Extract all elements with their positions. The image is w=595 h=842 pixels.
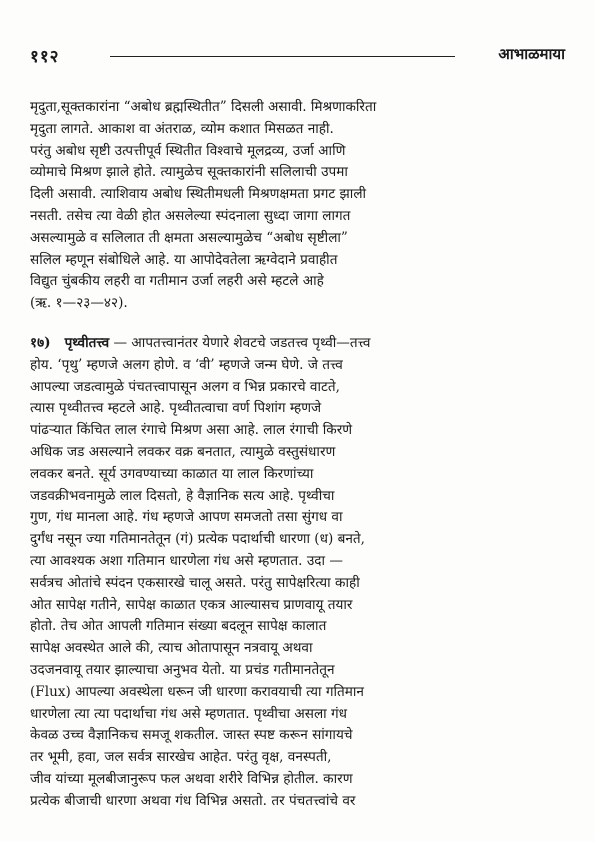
text-line: जीव यांच्या मूलबीजानुरूप फल अथवा शरीरे विभिन्न होतील. कारण xyxy=(30,770,353,787)
text-line: होय. ‘पृथु’ म्हणजे अलग होणे. व ‘वी’ म्हणजे जन्म घेणे. जे तत्त्व xyxy=(30,356,343,373)
text-line: सापेक्ष अवस्थेत आले की, त्याच ओतापासून नत्रवायू अथवा xyxy=(30,640,313,657)
text-line: दुर्गंध नसून ज्या गतिमानतेतून (गं) प्रत्येक पदार्थाची धारणा (ध) बनते, xyxy=(30,531,365,548)
text-line: ओत सापेक्ष गतीने, सापेक्ष काळात एकत्र आल्यासच प्राणवायू तयार xyxy=(30,596,353,613)
text-line: केवळ उच्च वैज्ञानिकच समजू शकतील. जास्त स्पष्ट करून सांगायचे xyxy=(30,727,353,744)
paragraph-prithvitattva xyxy=(30,333,565,813)
section-number: १७) xyxy=(30,334,51,351)
text-line: तर भूमी, हवा, जल सर्वत्र सारखेच आहेत. परंतु वृक्ष, वनस्पती, xyxy=(30,749,332,766)
text-line: (Flux) आपल्या अवस्थेला धरून जी धारणा करावयाची त्या गतिमान xyxy=(30,683,364,700)
text-line: अधिक जड असल्याने लवकर वक्र बनतात, त्यामुळे वस्तुसंधारण xyxy=(30,443,336,460)
text-line: मृदुता,सूक्तकारांना “अबोध ब्रह्मस्थितीत” दिसली असावी. मिश्रणाकरिता xyxy=(30,99,377,115)
text-line: मृदुता लागते. आकाश वा अंतराळ, व्योम कशात मिसळत नाही. xyxy=(30,120,334,137)
text-line: प्रत्येक बीजाची धारणा अथवा गंध विभिन्न असतो. तर पंचतत्त्वांचे वर xyxy=(30,792,356,809)
text-line: सर्वत्रच ओतांचे स्पंदन एकसारखे चालू असते. परंतु सापेक्षरित्या काही xyxy=(30,574,360,591)
text-line: होतो. तेच ओत आपली गतिमान संख्या बदलून सापेक्ष कालात xyxy=(30,618,327,635)
text-line: विद्युत चुंबकीय लहरी वा गतीमान उर्जा लहरी असे म्हटले आहे xyxy=(30,273,324,290)
section-first-line xyxy=(30,333,565,355)
body-text xyxy=(30,97,565,813)
text-line: (ऋ. १—२३—४२). xyxy=(30,295,128,312)
section-heading: पृथ्वीतत्त्व xyxy=(64,334,110,351)
text-line: लवकर बनते. सूर्य उगवण्याच्या काळात या लाल किरणांच्या xyxy=(30,465,314,482)
header-divider xyxy=(110,56,455,57)
text-line: त्या आवश्यक अशा गतिमान धारणेला गंध असे म्हणतात. उदा — xyxy=(30,552,343,569)
text-line: दिली असावी. त्याशिवाय अबोध स्थितीमधली मिश्रणक्षमता प्रगट झाली xyxy=(30,186,367,203)
running-title: आभाळमाया xyxy=(498,45,565,63)
text-line: व्योमाचे मिश्रण झाले होते. त्यामुळेच सूक्तकारांनी सलिलाची उपमा xyxy=(30,164,348,181)
paragraph-apotattva xyxy=(30,97,565,315)
text-line: त्यास पृथ्वीतत्त्व म्हटले आहे. पृथ्वीतत्वाचा वर्ण पिशांग म्हणजे xyxy=(30,400,322,417)
page-header xyxy=(30,44,565,66)
page-number: ११२ xyxy=(30,47,60,67)
text-line: नसती. तसेच त्या वेळी होत असलेल्या स्पंदनाला सुध्दा जागा लागत xyxy=(30,207,351,224)
text-line: गुण, गंध मानला आहे. गंध म्हणजे आपण समजतो तसा सुंगध वा xyxy=(30,509,343,526)
text-line: सलिल म्हणून संबोधिले आहे. या आपोदेवतेला ऋग्वेदाने प्रवाहीत xyxy=(30,251,338,268)
text-line: असल्यामुळे व सलिलात ती क्षमता असल्यामुळेच “अबोध सृष्टीला” xyxy=(30,229,348,246)
text-line: उदजनवायू तयार झाल्याचा अनुभव येतो. या प्रचंड गतीमानतेतून xyxy=(30,661,335,678)
text-line: धारणेला त्या त्या पदार्थाचा गंध असे म्हणतात. पृथ्वीचा असला गंध xyxy=(30,705,348,722)
text-line: आपल्या जडत्वामुळे पंचतत्त्वापासून अलग व भिन्न प्रकारचे वाटते, xyxy=(30,378,340,395)
text-line: पांढऱ्यात किंचित लाल रंगाचे मिश्रण असा आहे. लाल रंगाची किरणे xyxy=(30,422,353,439)
text-line: — आपतत्त्वानंतर येणारे शेवटचे जडतत्त्व पृथ्वी—तत्त्व xyxy=(109,334,371,351)
text-line: परंतु अबोध सृष्टी उत्पत्तीपूर्व स्थितीत विश्वाचे मूलद्रव्य, उर्जा आणि xyxy=(30,142,346,159)
text-line: जडवक्रीभवनामुळे लाल दिसतो, हे वैज्ञानिक सत्य आहे. पृथ्वीचा xyxy=(30,487,335,504)
